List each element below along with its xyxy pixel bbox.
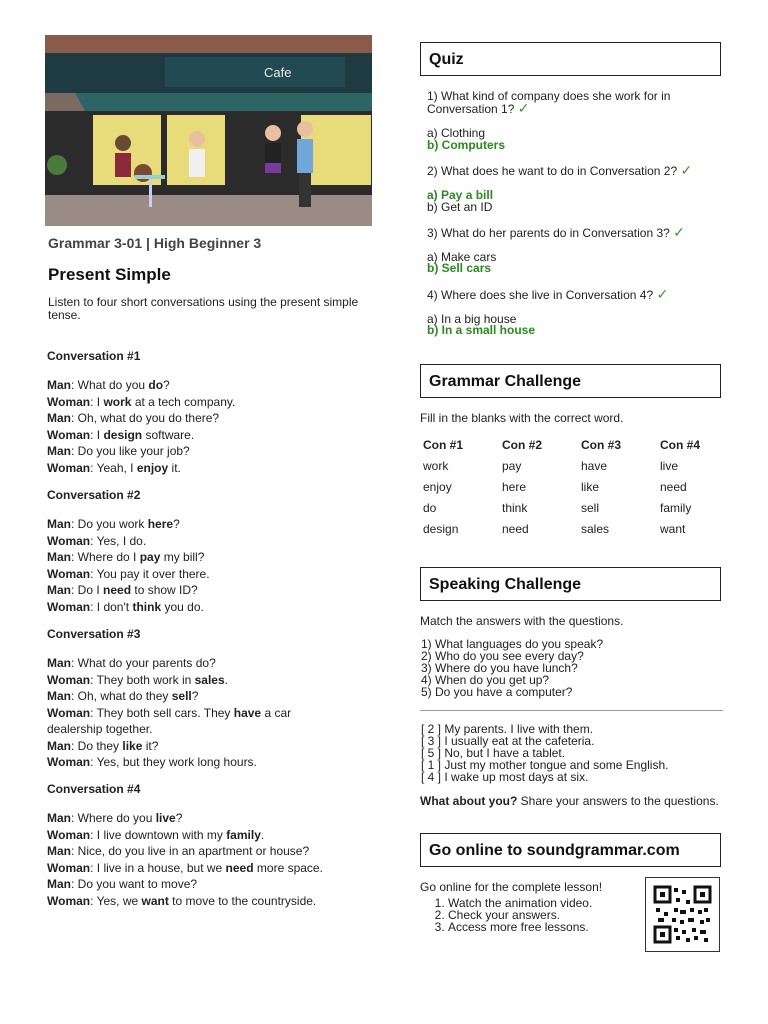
speaking-instruction: Match the answers with the questions.: [420, 614, 624, 628]
table-cell: work: [423, 458, 449, 473]
list-item: 2) Who do you see every day?: [421, 649, 584, 663]
checkmark-icon: ✓: [517, 100, 530, 116]
list-item: [ 3 ] I usually eat at the cafeteria.: [421, 734, 595, 748]
dialogue-line: Man: Oh, what do you do there?: [47, 411, 220, 425]
dialogue-line: Man: Oh, what do they sell?: [47, 689, 199, 703]
quiz-option-correct: a) Pay a bill: [427, 188, 494, 202]
dialogue-line: Woman: You pay it over there.: [47, 566, 210, 581]
quiz-option-correct: b) Computers: [427, 138, 505, 152]
dialogue-line: Man: Do you want to move?: [47, 877, 198, 891]
speaking-answers: [421, 723, 668, 783]
table-cell: family: [660, 500, 692, 515]
list-item: 2. Check your answers.: [448, 909, 592, 921]
online-intro: Go online for the complete lesson!: [420, 880, 603, 894]
dialogue-line: Man: What do you do?: [47, 378, 170, 392]
quiz-option: a) Clothing: [427, 126, 486, 140]
dialogue-line: Woman: They both sell cars. They have a car dealership together.: [47, 705, 292, 736]
intro-text: Listen to four short conversations using the present simple tense.: [48, 295, 359, 322]
dialogue-line: Man: Do I need to show ID?: [47, 583, 198, 597]
conversation-heading: Conversation #4: [47, 782, 141, 796]
quiz-option: b) Get an ID: [427, 200, 493, 214]
grammar-table: [420, 434, 736, 539]
dialogue-line: Woman: I live in a house, but we need more space.: [47, 860, 323, 875]
dialogue-line: Man: Nice, do you live in an apartment or house?: [47, 844, 310, 858]
grammar-instruction: Fill in the blanks with the correct word.: [420, 411, 624, 425]
list-item: 4) When do you get up?: [421, 673, 550, 687]
column-header: Con #4: [660, 437, 701, 452]
quiz-heading: Quiz: [420, 42, 721, 76]
column-header: Con #3: [581, 437, 622, 452]
qr-code[interactable]: [645, 877, 720, 952]
table-cell: enjoy: [423, 479, 452, 494]
conversation-2: [47, 487, 377, 615]
table-header-row: [420, 434, 736, 455]
dialogue-line: Woman: Yeah, I enjoy it.: [47, 460, 181, 475]
dialogue-line: Man: Do they like it?: [47, 738, 159, 753]
list-item: [ 1 ] Just my mother tongue and some English.: [421, 758, 669, 772]
grammar-challenge-heading: Grammar Challenge: [420, 364, 721, 398]
list-item: 1. Watch the animation video.: [448, 897, 592, 909]
table-cell: have: [581, 458, 608, 473]
dialogue-line: Man: Where do you live?: [47, 811, 183, 825]
conversation-heading: Conversation #2: [47, 488, 141, 502]
table-cell: here: [502, 479, 527, 494]
list-item: 3) Where do you have lunch?: [421, 661, 578, 675]
conversation-heading: Conversation #1: [47, 349, 141, 363]
table-row: [420, 455, 736, 476]
page-title: Present Simple: [48, 265, 171, 284]
go-online-heading: Go online to soundgrammar.com: [420, 833, 721, 867]
table-cell: want: [660, 521, 686, 536]
quiz-question-1: 1) What kind of company does she work for in Conversation 1? ✓: [427, 89, 671, 116]
list-item: [ 2 ] My parents. I live with them.: [421, 722, 594, 736]
divider: [420, 710, 723, 711]
conversation-4: [47, 781, 377, 909]
table-cell: think: [502, 500, 528, 515]
table-cell: sell: [581, 500, 600, 515]
speaking-challenge-heading: Speaking Challenge: [420, 567, 721, 601]
column-header: Con #1: [423, 437, 464, 452]
table-cell: sales: [581, 521, 610, 536]
checkmark-icon: ✓: [680, 162, 693, 178]
dialogue-line: Woman: I live downtown with my family.: [47, 827, 265, 842]
quiz-question-4: 4) Where does she live in Conversation 4? ✓: [427, 286, 669, 302]
dialogue-line: Man: Do you work here?: [47, 517, 180, 531]
table-row: [420, 497, 736, 518]
dialogue-line: Man: What do your parents do?: [47, 656, 216, 670]
dialogue-line: Woman: I work at a tech company.: [47, 394, 236, 409]
dialogue-line: Woman: Yes, we want to move to the countryside.: [47, 893, 317, 908]
dialogue-line: Woman: Yes, I do.: [47, 533, 147, 548]
cafe-illustration: [45, 35, 372, 226]
table-row: [420, 476, 736, 497]
online-steps: [420, 897, 592, 933]
dialogue-line: Woman: I design software.: [47, 427, 195, 442]
table-cell: live: [660, 458, 679, 473]
list-item: [ 4 ] I wake up most days at six.: [421, 770, 589, 784]
list-item: [ 5 ] No, but I have a tablet.: [421, 746, 566, 760]
quiz-option-correct: b) In a small house: [427, 323, 536, 337]
list-item: 5) Do you have a computer?: [421, 685, 573, 699]
what-about-you: What about you? Share your answers to the questions.: [420, 794, 719, 808]
checkmark-icon: ✓: [673, 224, 685, 240]
lesson-series: Grammar 3-01 | High Beginner 3: [48, 235, 262, 251]
table-cell: do: [423, 500, 437, 515]
list-item: 3. Access more free lessons.: [448, 921, 592, 933]
quiz-option-correct: b) Sell cars: [427, 261, 492, 275]
table-cell: design: [423, 521, 459, 536]
conversation-3: [47, 626, 377, 771]
conversation-1: [47, 348, 377, 476]
quiz-question-3: 3) What do her parents do in Conversation 3? ✓: [427, 224, 685, 240]
quiz-option: a) In a big house: [427, 312, 517, 326]
table-cell: need: [502, 521, 529, 536]
checkmark-icon: ✓: [656, 286, 669, 302]
table-cell: pay: [502, 458, 522, 473]
conversation-heading: Conversation #3: [47, 627, 141, 641]
table-cell: like: [581, 479, 600, 494]
table-row: [420, 518, 736, 539]
dialogue-line: Woman: They both work in sales.: [47, 672, 228, 687]
dialogue-line: Woman: Yes, but they work long hours.: [47, 755, 257, 769]
column-header: Con #2: [502, 437, 543, 452]
list-item: 1) What languages do you speak?: [421, 637, 604, 651]
dialogue-line: Woman: I don't think you do.: [47, 599, 204, 614]
cafe-sign: Cafe: [264, 65, 292, 80]
table-cell: need: [660, 479, 687, 494]
speaking-questions: [421, 638, 603, 698]
dialogue-line: Man: Where do I pay my bill?: [47, 550, 205, 564]
quiz-option: a) Make cars: [427, 250, 497, 264]
quiz-question-2: 2) What does he want to do in Conversation 2? ✓: [427, 162, 693, 178]
dialogue-line: Man: Do you like your job?: [47, 444, 190, 458]
